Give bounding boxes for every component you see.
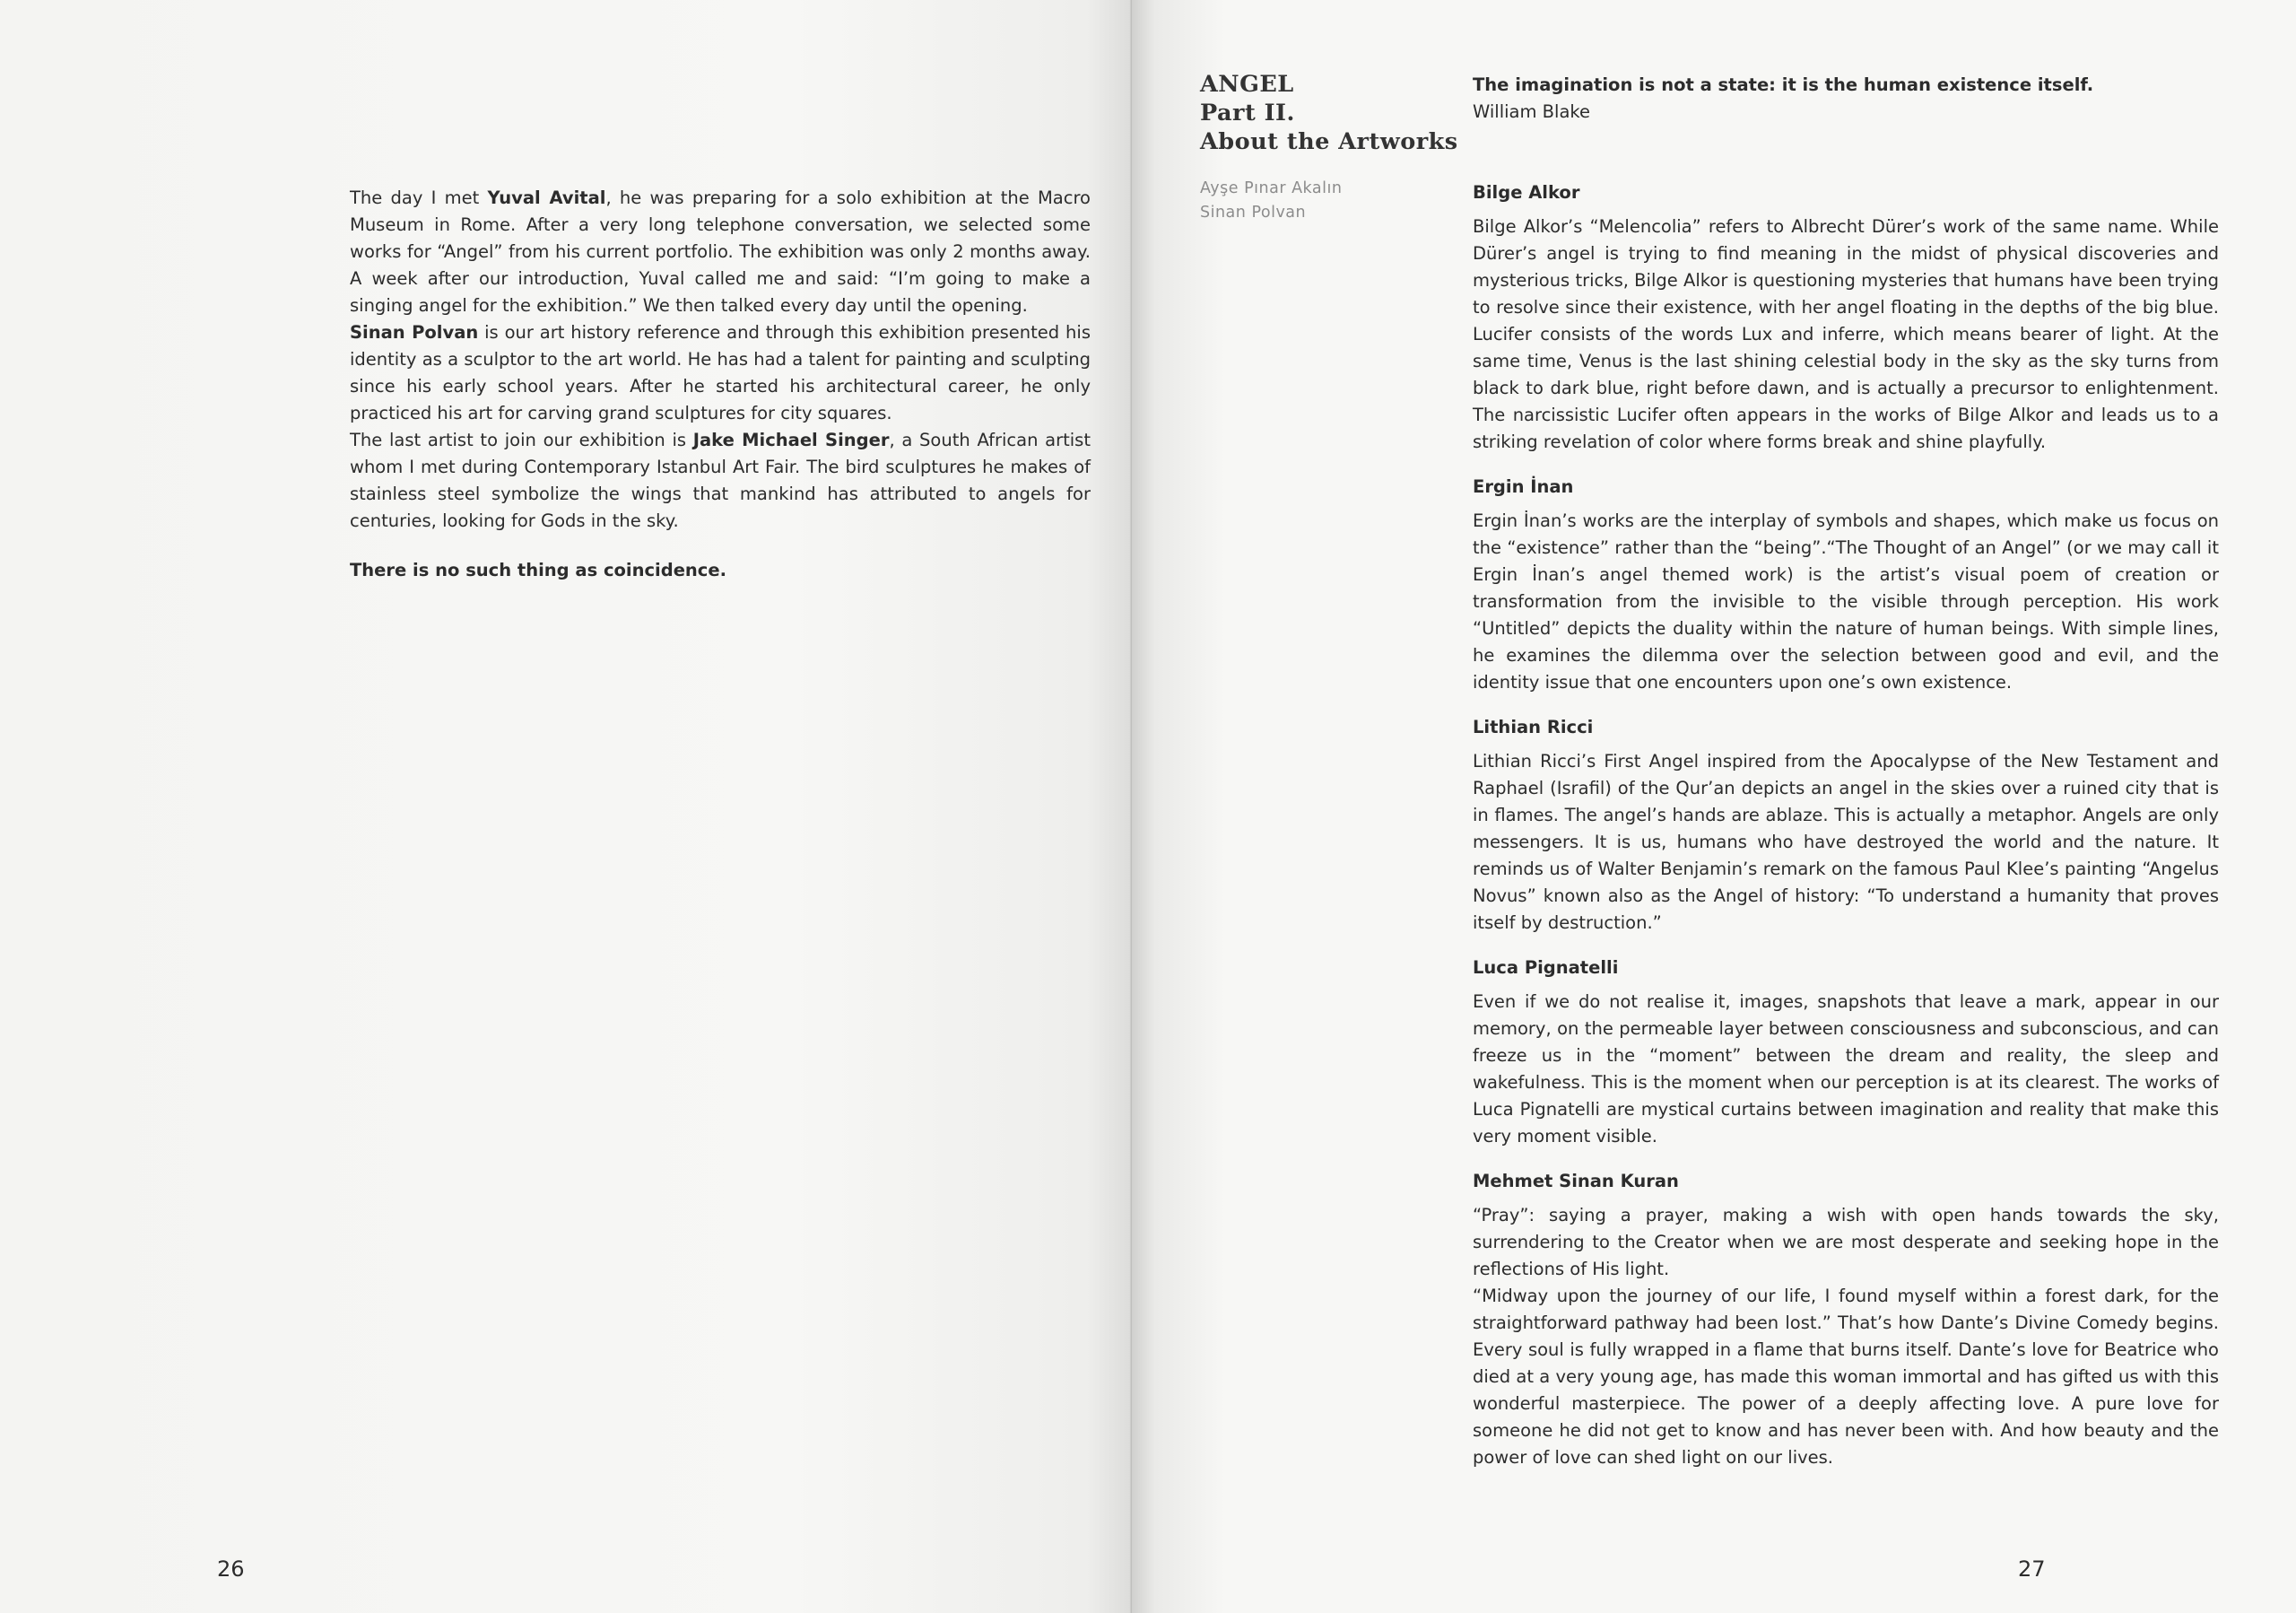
artist-name: Sinan Polvan [350,322,479,343]
artist-sections [1473,179,2219,1489]
chapter-heading [1200,70,1458,156]
paragraph [350,319,1091,427]
text-run: The day I met [350,187,488,208]
text-run: , a South African artist whom I met during Contemporary Istanbul Art Fair. The bird sculptures he makes of stainless steel symbolize the wings that mankind has attributed to angels for centuries, looking for Gods in the sky. [350,430,1091,531]
artist-description: Even if we do not realise it, images, snapshots that leave a mark, appear in our memory, on the permeable layer between consciousness and subconscious, and can freeze us in the “moment” between the dream and reality, the sleep and wakefulness. This is the moment when our perception is at its clearest. The works of Luca Pignatelli are mystical curtains between imagination and reality that make this very moment visible. [1473,991,2219,1147]
artist-section [1473,955,2219,1150]
left-page [0,0,1132,1613]
artist-section [1473,1168,2219,1471]
artist-title: Luca Pignatelli [1473,957,1619,978]
paragraph [350,427,1091,535]
artist-section [1473,474,2219,696]
heading-line-3: About the Artworks [1200,128,1458,155]
artist-section [1473,179,2219,456]
artist-description: Bilge Alkor’s “Melencolia” refers to Albrecht Dürer’s work of the same name. While Dürer’s angel is trying to find meaning in the midst of physical discoveries and mysterious tricks, Bilge Alkor is questioning mysteries that humans have been trying to resolve since their existence, with her angel floating in the depths of the big blue. Lucifer consists of the words Lux and inferre, which means bearer of light. At the same time, Venus is the last shining celestial body in the sky as the sky turns from black to dark blue, right before dawn, and is actually a precursor to enlightenment. The narcissistic Lucifer often appears in the works of Bilge Alkor and leads us to a striking revelation of color where forms break and shine playfully. [1473,216,2219,452]
artist-name: Yuval Avital [487,187,606,208]
text-run: is our art history reference and through this exhibition presented his identity as a sculptor to the art world. He has had a talent for painting and sculpting since his early school years. After he started his architectural career, he only practiced his art for carving grand sculptures for city squares. [350,322,1091,423]
artist-section [1473,714,2219,937]
page-number-left: 26 [217,1556,245,1582]
artist-description: “Midway upon the journey of our life, I found myself within a forest dark, for the straightforward pathway had been lost.” That’s how Dante’s Divine Comedy begins. Every soul is fully wrapped in a flame that burns itself. Dante’s love for Beatrice who died at a very young age, has made this woman immortal and has gifted us with this wonderful masterpiece. The power of a deeply affecting love. A pure love for someone he did not get to know and has never been with. And how beauty and the power of love can shed light on our lives. [1473,1286,2219,1468]
authors [1200,177,1342,225]
artist-title: Bilge Alkor [1473,182,1580,203]
heading-line-2: Part II. [1200,100,1295,126]
artist-name: Jake Michael Singer [692,430,890,450]
author-2: Sinan Polvan [1200,204,1307,222]
artist-description: Lithian Ricci’s First Angel inspired from the Apocalypse of the New Testament and Raphael (Israfil) of the Qur’an depicts an angel in the skies over a ruined city that is in flames. The angel’s hands are ablaze. This is actually a metaphor. Angels are only messengers. It is us, humans who have destroyed the world and the nature. It reminds us of Walter Benjamin’s remark on the famous Paul Klee’s painting “Angelus Novus” known also as the Angel of history: “To understand a humanity that proves itself by destruction.” [1473,751,2219,933]
artist-title: Ergin İnan [1473,476,1574,497]
heading-line-1: ANGEL [1200,71,1294,98]
paragraph [350,185,1091,319]
text-run: The last artist to join our exhibition is [350,430,693,450]
epigraph [1473,72,2093,126]
author-1: Ayşe Pınar Akalın [1200,179,1343,197]
artist-description: “Pray”: saying a prayer, making a wish with open hands towards the sky, surrendering to the Creator when we are most desperate and seeking hope in the reflections of His light. [1473,1205,2219,1279]
artist-title: Lithian Ricci [1473,717,1594,737]
left-body-text [350,185,1091,535]
artist-title: Mehmet Sinan Kuran [1473,1171,1679,1191]
closing-statement: There is no such thing as coincidence. [350,560,727,580]
page-number-right: 27 [2018,1556,2046,1582]
epigraph-author: William Blake [1473,101,1591,122]
artist-description: Ergin İnan’s works are the interplay of symbols and shapes, which make us focus on the “existence” rather than the “being”.“The Thought of an Angel” (or we may call it Ergin İnan’s angel themed work) is the artist’s visual poem of creation or transformation from the invisible to the visible through perception. His work “Untitled” depicts the duality within the nature of human beings. With simple lines, he examines the dilemma over the selection between good and evil, and the identity issue that one encounters upon one’s own existence. [1473,510,2219,693]
text-run: , he was preparing for a solo exhibition at the Macro Museum in Rome. After a very long telephone conversation, we selected some works for “Angel” from his current portfolio. The exhibition was only 2 months away. A week after our introduction, Yuval called me and said: “I’m going to make a singing angel for the exhibition.” We then talked every day until the opening. [350,187,1091,316]
epigraph-text: The imagination is not a state: it is the human existence itself. [1473,74,2094,95]
